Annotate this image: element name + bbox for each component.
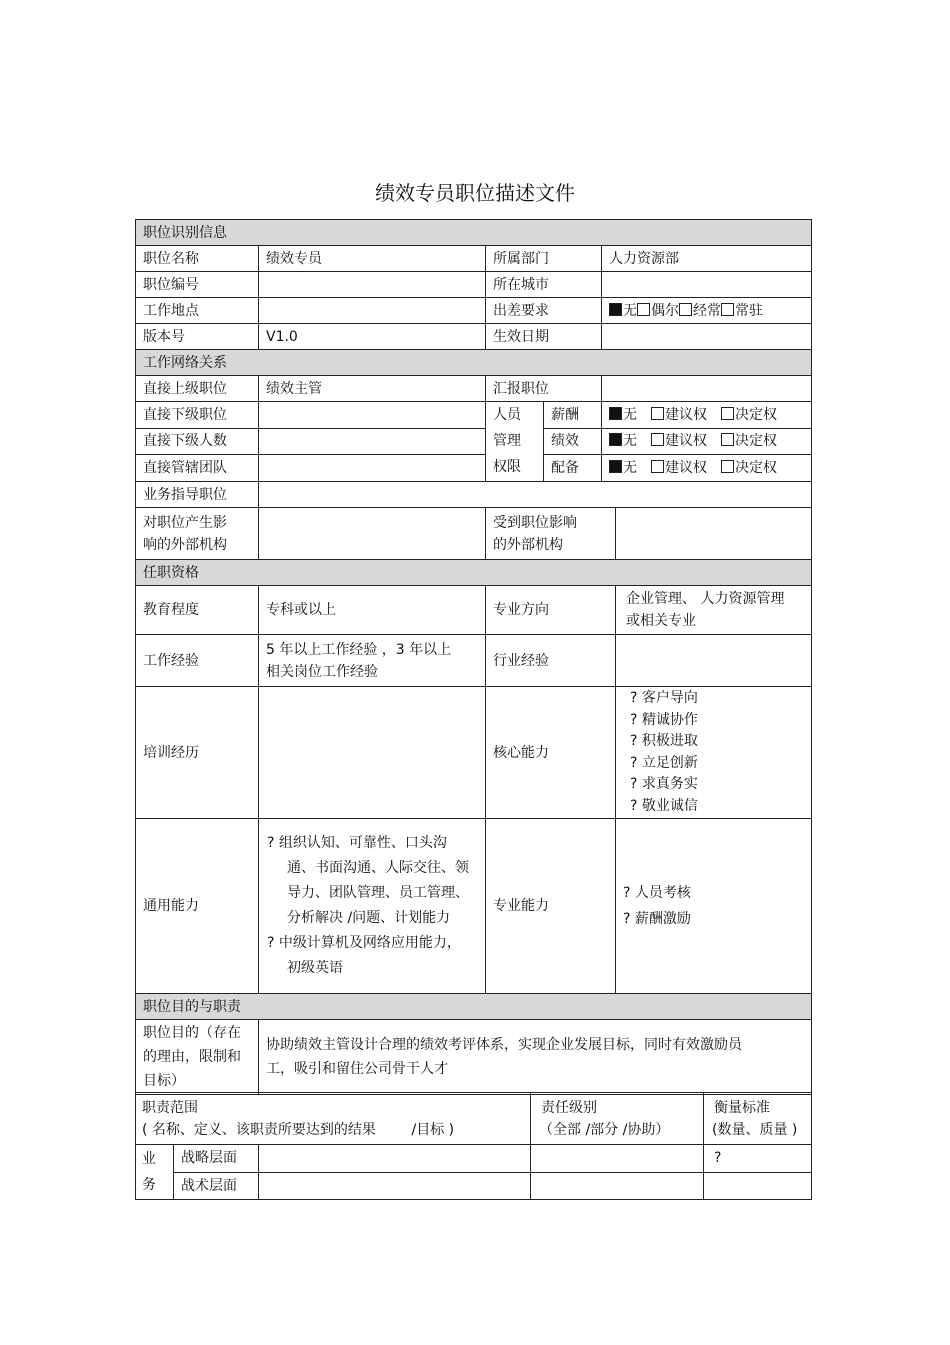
position-name-value: 绩效专员 [259,246,486,272]
tactical-measure [704,1172,812,1200]
checkbox-empty-icon [637,303,650,316]
report-value [602,376,812,402]
checkbox-empty-icon [651,433,664,446]
authority-salary-options: 无 建议权 决定权 [602,402,812,429]
team-value [259,455,486,482]
external-influenced-label: 受到职位影响 的外部机构 [486,508,616,560]
major-label: 专业方向 [486,586,616,635]
authority-performance-options: 无 建议权 决定权 [602,428,812,455]
section-network: 工作网络关系 [136,350,812,376]
external-influencing-label: 对职位产生影 响的外部机构 [136,508,259,560]
training-value [259,687,486,819]
purpose-label: 职位目的（存在的理由，限制和目标） [136,1020,259,1095]
checkbox-checked-icon [609,433,622,446]
position-code-value [259,272,486,298]
team-label: 直接管辖团队 [136,455,259,482]
list-item: ? 求真务实 [630,776,698,792]
tactical-level [531,1172,704,1200]
strategic-measure: ? [704,1145,812,1173]
external-influenced-value [616,508,812,560]
work-location-value [259,298,486,324]
experience-label: 工作经验 [136,635,259,687]
authority-performance-label: 绩效 [544,428,602,455]
subordinate-count-label: 直接下级人数 [136,428,259,455]
authority-salary-label: 薪酬 [544,402,602,429]
dept-value: 人力资源部 [602,246,812,272]
dept-label: 所属部门 [486,246,602,272]
industry-label: 行业经验 [486,635,616,687]
strategic-label: 战略层面 [174,1145,259,1173]
list-item: ? 精诚协作 [630,711,698,728]
tactical-label: 战术层面 [174,1172,259,1200]
checkbox-checked-icon [609,303,622,316]
responsibility-table [135,1092,811,1200]
superior-label: 直接上级职位 [136,376,259,402]
business-label: 业 务 [136,1145,174,1200]
checkbox-empty-icon [651,460,664,473]
subordinate-label: 直接下级职位 [136,402,259,429]
checkbox-empty-icon [721,407,734,420]
checkbox-empty-icon [651,407,664,420]
tactical-scope [259,1172,531,1200]
section-purpose: 职位目的与职责 [136,994,812,1020]
list-item: ? 中级计算机及网络应用能力，初级英语 [267,935,461,976]
report-label: 汇报职位 [486,376,602,402]
education-value: 专科或以上 [259,586,486,635]
level-header: 责任级别 （全部 /部分 /协助） [531,1093,704,1145]
list-item: ? 人员考核 [623,885,691,901]
checkbox-empty-icon [721,303,734,316]
list-item: ? 客户导向 [630,690,698,706]
strategic-level [531,1145,704,1173]
authority-staffing-options: 无 建议权 决定权 [602,455,812,482]
measure-header: 衡量标准 (数量、质量 ) [704,1093,812,1145]
subordinate-value [259,402,486,429]
external-influencing-value [259,508,486,560]
travel-label: 出差要求 [486,298,602,324]
list-item: ? 立足创新 [630,754,698,771]
travel-option: 偶尔 [637,303,679,319]
job-description-table [135,219,811,1095]
checkbox-empty-icon [721,460,734,473]
section-identity: 职位识别信息 [136,220,812,246]
version-label: 版本号 [136,324,259,350]
major-value: 企业管理、 人力资源管理 或相关专业 [616,586,812,635]
general-ability-label: 通用能力 [136,819,259,994]
superior-value: 绩效主管 [259,376,486,402]
city-value [602,272,812,298]
checkbox-checked-icon [609,460,622,473]
document-title: 绩效专员职位描述文件 [375,181,575,205]
effective-date-value [602,324,812,350]
effective-date-label: 生效日期 [486,324,602,350]
guidance-value [259,482,812,508]
position-code-label: 职位编号 [136,272,259,298]
guidance-label: 业务指导职位 [136,482,259,508]
purpose-text: 协助绩效主管设计合理的绩效考评体系，实现企业发展目标，同时有效激励员工，吸引和留住公司骨干人才 [259,1020,812,1095]
checkbox-checked-icon [609,407,622,420]
position-name-label: 职位名称 [136,246,259,272]
professional-ability-list [616,819,812,994]
education-label: 教育程度 [136,586,259,635]
strategic-scope [259,1145,531,1173]
list-item: ? 积极进取 [630,733,698,749]
checkbox-empty-icon [679,303,692,316]
travel-option: 经常 [679,303,721,319]
travel-option: 无 [609,303,637,319]
travel-options [602,298,812,324]
authority-label: 人员 管理 权限 [486,402,544,482]
experience-value: 5 年以上工作经验 ，3 年以上 相关岗位工作经验 [259,635,486,687]
training-label: 培训经历 [136,687,259,819]
checkbox-empty-icon [721,433,734,446]
scope-header: 职责范围 ( 名称、定义、该职责所要达到的结果 /目标 ) [136,1093,531,1145]
authority-staffing-label: 配备 [544,455,602,482]
core-ability-list [616,687,812,819]
version-value: V1.0 [259,324,486,350]
list-item: ? 薪酬激励 [623,911,691,927]
section-qualification: 任职资格 [136,560,812,586]
core-ability-label: 核心能力 [486,687,616,819]
subordinate-count-value [259,428,486,455]
general-ability-list [259,819,486,994]
professional-ability-label: 专业能力 [486,819,616,994]
city-label: 所在城市 [486,272,602,298]
work-location-label: 工作地点 [136,298,259,324]
industry-value [616,635,812,687]
travel-option: 常驻 [721,303,763,319]
list-item: ? 组织认知、可靠性、口头沟通、书面沟通、人际交往、领导力、团队管理、员工管理、分析解决 /问题、计划能力 [267,835,469,926]
list-item: ? 敬业诚信 [630,797,698,814]
